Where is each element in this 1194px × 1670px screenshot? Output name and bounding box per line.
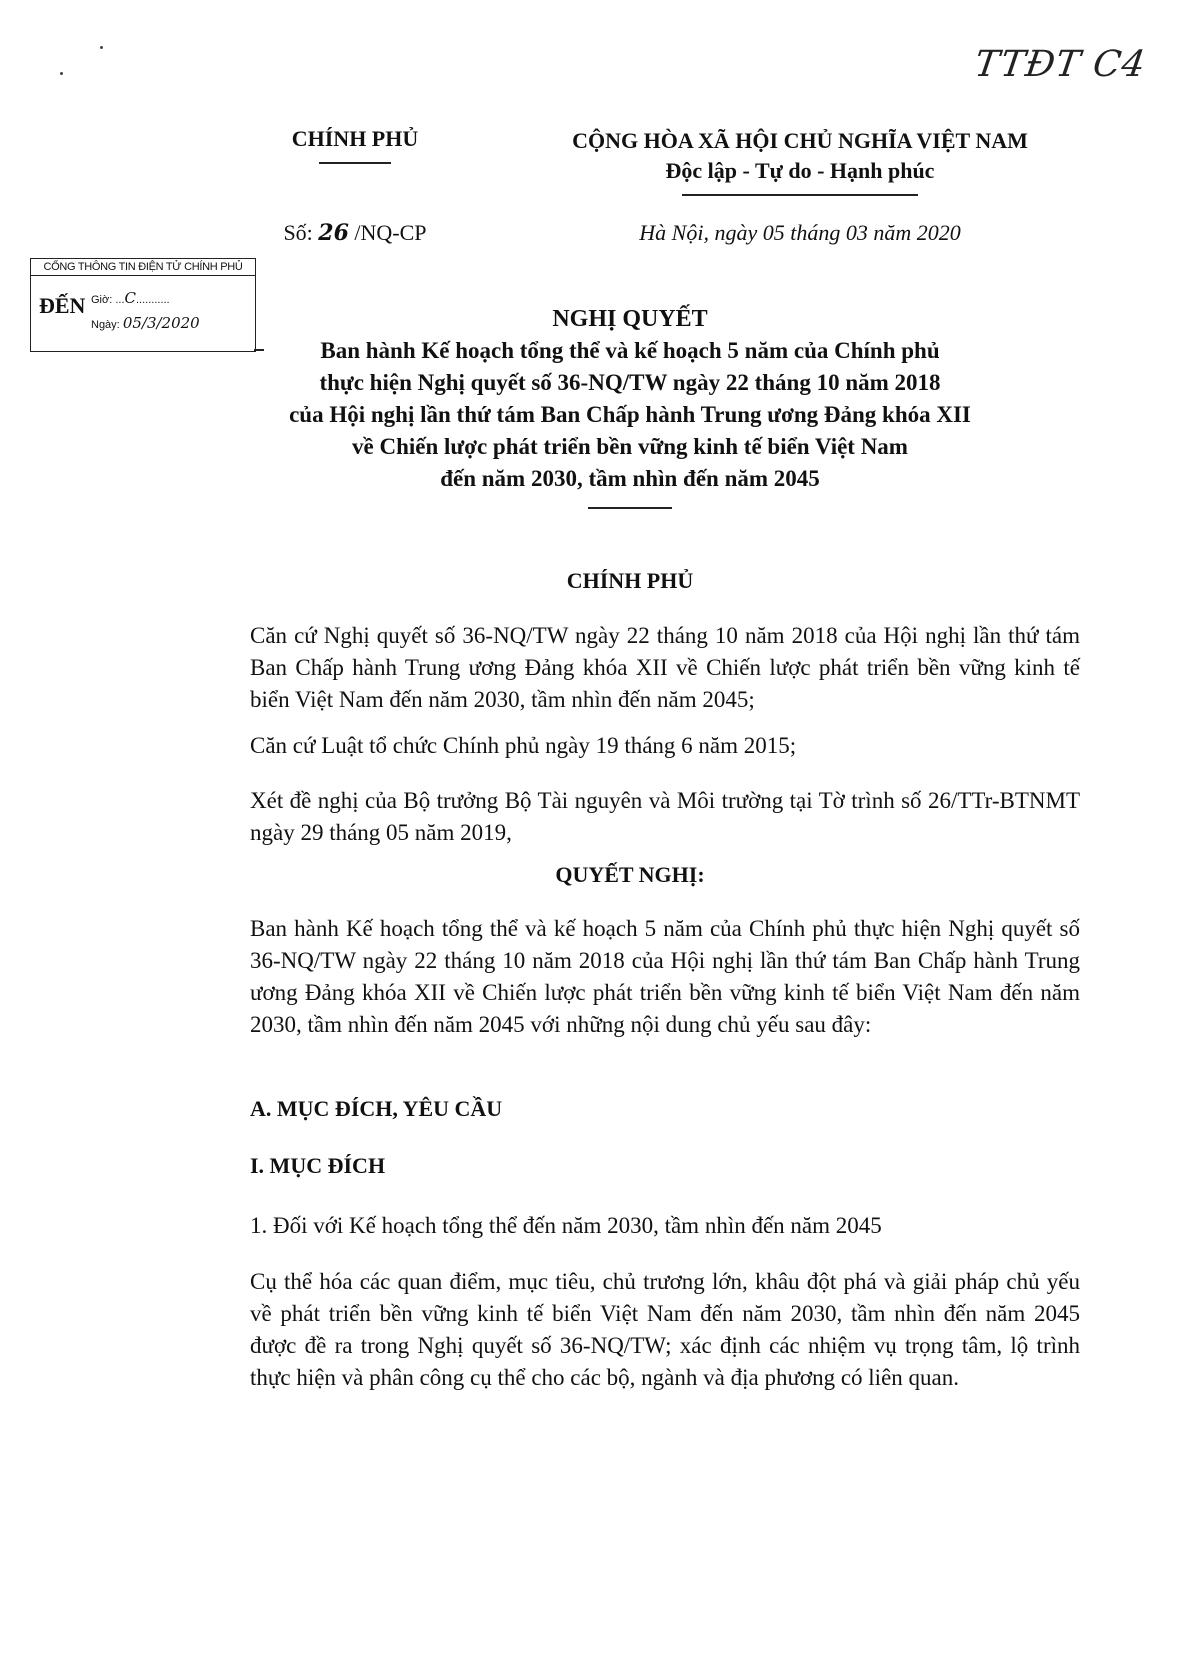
decision-heading: QUYẾT NGHỊ: bbox=[555, 862, 705, 887]
divider bbox=[682, 194, 918, 196]
issuing-body-name: CHÍNH PHỦ bbox=[291, 126, 419, 151]
stamp-date-label: Ngày: bbox=[91, 319, 120, 331]
title-line: của Hội nghị lần thứ tám Ban Chấp hành Trung ương Đảng khóa XII bbox=[289, 402, 971, 427]
number-suffix: /NQ-CP bbox=[354, 220, 427, 245]
item-1-heading: 1. Đối với Kế hoạch tổng thể đến năm 2030, tầm nhìn đến năm 2045 bbox=[250, 1213, 882, 1238]
stamp-date-value: 05/3/2020 bbox=[122, 314, 200, 332]
title-line: về Chiến lược phát triển bền vững kinh tế biển Việt Nam bbox=[352, 434, 908, 459]
preamble-paragraph: Xét đề nghị của Bộ trưởng Bộ Tài nguyên và Môi trường tại Tờ trình số 26/TTr-BTNMT ngày 29 tháng 05 năm 2019, bbox=[250, 788, 1080, 845]
title-line: Ban hành Kế hoạch tổng thể và kế hoạch 5 năm của Chính phủ bbox=[320, 338, 940, 363]
handwritten-note: TTĐT C4 bbox=[972, 44, 1149, 85]
document-date: Hà Nội, ngày 05 tháng 03 năm 2020 bbox=[639, 220, 961, 245]
preamble-paragraph bbox=[250, 620, 1080, 716]
national-header bbox=[520, 126, 1080, 196]
title-line: thực hiện Nghị quyết số 36-NQ/TW ngày 22 tháng 10 năm 2018 bbox=[319, 370, 941, 395]
stamp-title: CỔNG THÔNG TIN ĐIỆN TỬ CHÍNH PHỦ bbox=[31, 259, 255, 276]
stamp-time-value: C bbox=[124, 289, 136, 307]
number-handwritten: 26 bbox=[318, 220, 349, 246]
title-line: đến năm 2030, tầm nhìn đến năm 2045 bbox=[440, 466, 820, 491]
document-number bbox=[250, 220, 460, 246]
country-name: CỘNG HÒA XÃ HỘI CHỦ NGHĨA VIỆT NAM bbox=[572, 128, 1028, 153]
issuer-heading: CHÍNH PHỦ bbox=[566, 568, 694, 593]
section-a-heading: A. MỤC ĐÍCH, YÊU CẦU bbox=[250, 1096, 503, 1121]
scan-speck bbox=[60, 72, 63, 75]
stamp-den-label: ĐẾN bbox=[39, 293, 86, 318]
stamp-time: Giờ: ...C........... bbox=[91, 289, 170, 307]
scan-speck bbox=[100, 46, 103, 49]
resolution-title bbox=[180, 303, 1080, 509]
preamble-paragraph: Căn cứ Luật tổ chức Chính phủ ngày 19 tháng 6 năm 2015; bbox=[250, 733, 797, 758]
section-i-heading: I. MỤC ĐÍCH bbox=[250, 1153, 386, 1178]
divider bbox=[319, 162, 391, 164]
divider bbox=[588, 507, 672, 509]
decision-paragraph: Ban hành Kế hoạch tổng thể và kế hoạch 5 năm của Chính phủ thực hiện Nghị quyết số 36-NQ/TW ngày 22 tháng 10 năm 2018 của Hội nghị lần thứ tám Ban Chấp hành Trung ương Đảng khóa XII về Chiến lược phát triển bền vững kinh tế biển Việt Nam đến năm 2030, tầm nhìn đến năm 2045 với những nội dung chủ yếu sau đây: bbox=[250, 916, 1080, 1037]
preamble-text: Căn cứ Nghị quyết số 36-NQ/TW ngày 22 tháng 10 năm 2018 của Hội nghị lần thứ tám Ban Chấp hành Trung ương Đảng khóa XII về Chiến lược phát triển bền vững kinh tế biển Việt Nam đến năm 2030, tầm nhìn đến năm 2045; bbox=[250, 623, 1080, 712]
national-motto: Độc lập - Tự do - Hạnh phúc bbox=[665, 158, 935, 183]
item-1-paragraph: Cụ thể hóa các quan điểm, mục tiêu, chủ trương lớn, khâu đột phá và giải pháp chủ yếu về phát triển bền vững kinh tế biển Việt Nam đến năm 2030, tầm nhìn đến năm 2045 được đề ra trong Nghị quyết số 36-NQ/TW; xác định các nhiệm vụ trọng tâm, lộ trình thực hiện và phân công cụ thể cho các bộ, ngành và địa phương có liên quan. bbox=[250, 1269, 1080, 1390]
number-prefix: Số: bbox=[283, 220, 313, 245]
issuing-body bbox=[250, 126, 460, 164]
title-main: NGHỊ QUYẾT bbox=[552, 306, 708, 332]
stamp-time-label: Giờ: bbox=[91, 294, 113, 306]
